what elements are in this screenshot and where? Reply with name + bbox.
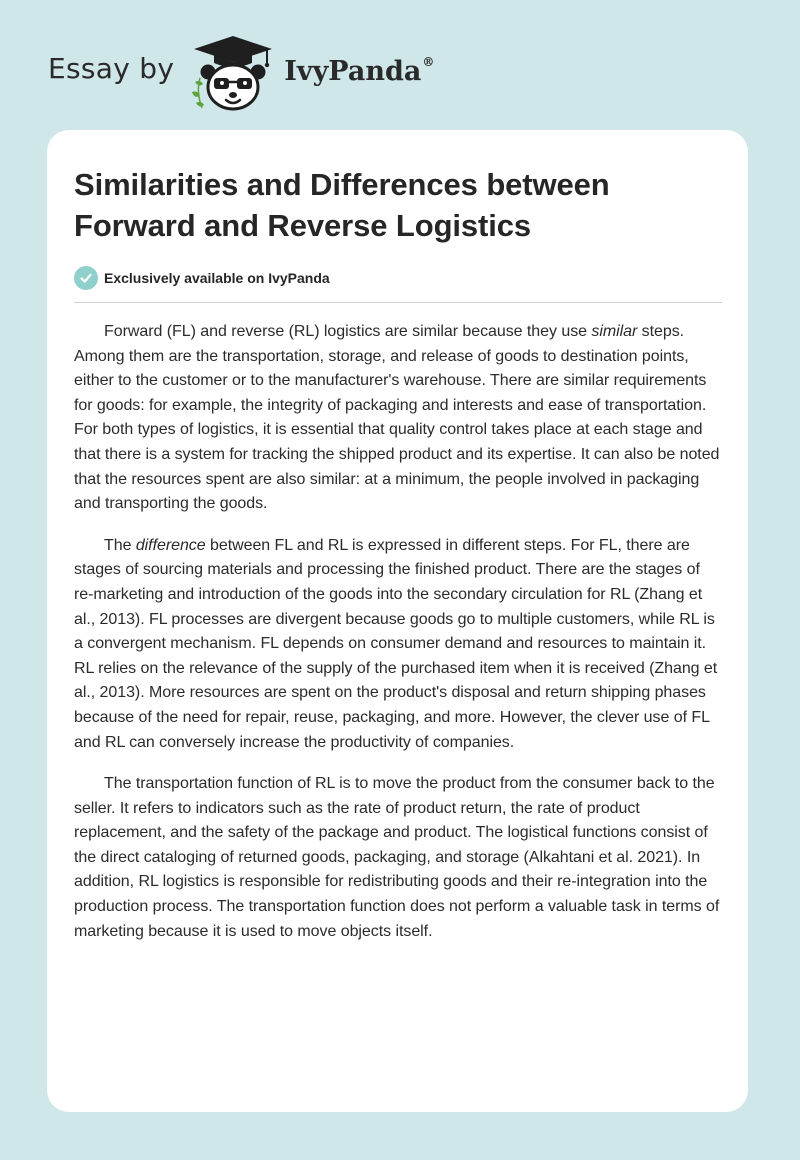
site-header <box>48 30 434 114</box>
emphasized-text: difference <box>135 536 206 554</box>
exclusive-badge <box>74 266 722 303</box>
essay-card <box>47 130 748 1112</box>
brand-name-text: IvyPanda <box>284 55 422 87</box>
essay-body <box>74 320 722 944</box>
paragraph-text: The transportation function of RL is to move the product from the consumer back to the seller. It refers to indicators such as the rate of product return, the rate of product replacement, and the safety of the package and product. The logistical functions consist of the direct cataloging of returned goods, packaging, and storage (Alkahtani et al. 2021). In addition, RL logistics is responsible for redistributing goods and their re-integration into the production process. The transportation function does not perform a valuable task in terms of marketing because it is used to move objects itself. <box>74 775 720 940</box>
panda-logo-icon[interactable] <box>186 30 280 114</box>
checkmark-icon <box>74 266 98 290</box>
paragraph-text: Forward (FL) and reverse (RL) logistics are similar because they use <box>104 323 592 340</box>
brand-name[interactable] <box>284 56 434 87</box>
essay-paragraph <box>74 534 722 755</box>
essay-paragraph <box>74 320 722 517</box>
paragraph-text: steps. Among them are the transportation, storage, and release of goods to destination points, either to the customer or to the manufacturer's warehouse. There are similar requirements for goods: for example, the integrity of packaging and interests and ease of transportation. For both types of logistics, it is essential that quality control takes place at each stage and that there is a system for tracking the shipped product and its expertise. It can also be noted that the resources spent are also similar: at a minimum, the people involved in packaging and transporting the goods. <box>74 323 720 513</box>
paragraph-text: between FL and RL is expressed in different steps. For FL, there are stages of sourcing materials and processing the finished product. There are the stages of re-marketing and introduction of the goods into the secondary circulation for RL (Zhang et al., 2013). FL processes are divergent because goods go to multiple customers, while RL is a convergent mechanism. FL depends on consumer demand and resources to maintain it. RL relies on the relevance of the supply of the purchased item when it is received (Zhang et al., 2013). More resources are spent on the product's disposal and return shipping phases because of the need for repair, reuse, packaging, and more. However, the clever use of FL and RL can conversely increase the productivity of companies. <box>74 536 718 751</box>
essay-by-label: Essay by <box>48 51 175 85</box>
paragraph-text: The <box>104 536 136 554</box>
essay-title: Similarities and Differences between Forward and Reverse Logistics <box>74 167 610 243</box>
emphasized-text: similar <box>591 323 638 340</box>
essay-paragraph <box>74 772 722 944</box>
exclusive-badge-label: Exclusively available on IvyPanda <box>104 270 330 286</box>
registered-mark: ® <box>422 54 435 69</box>
